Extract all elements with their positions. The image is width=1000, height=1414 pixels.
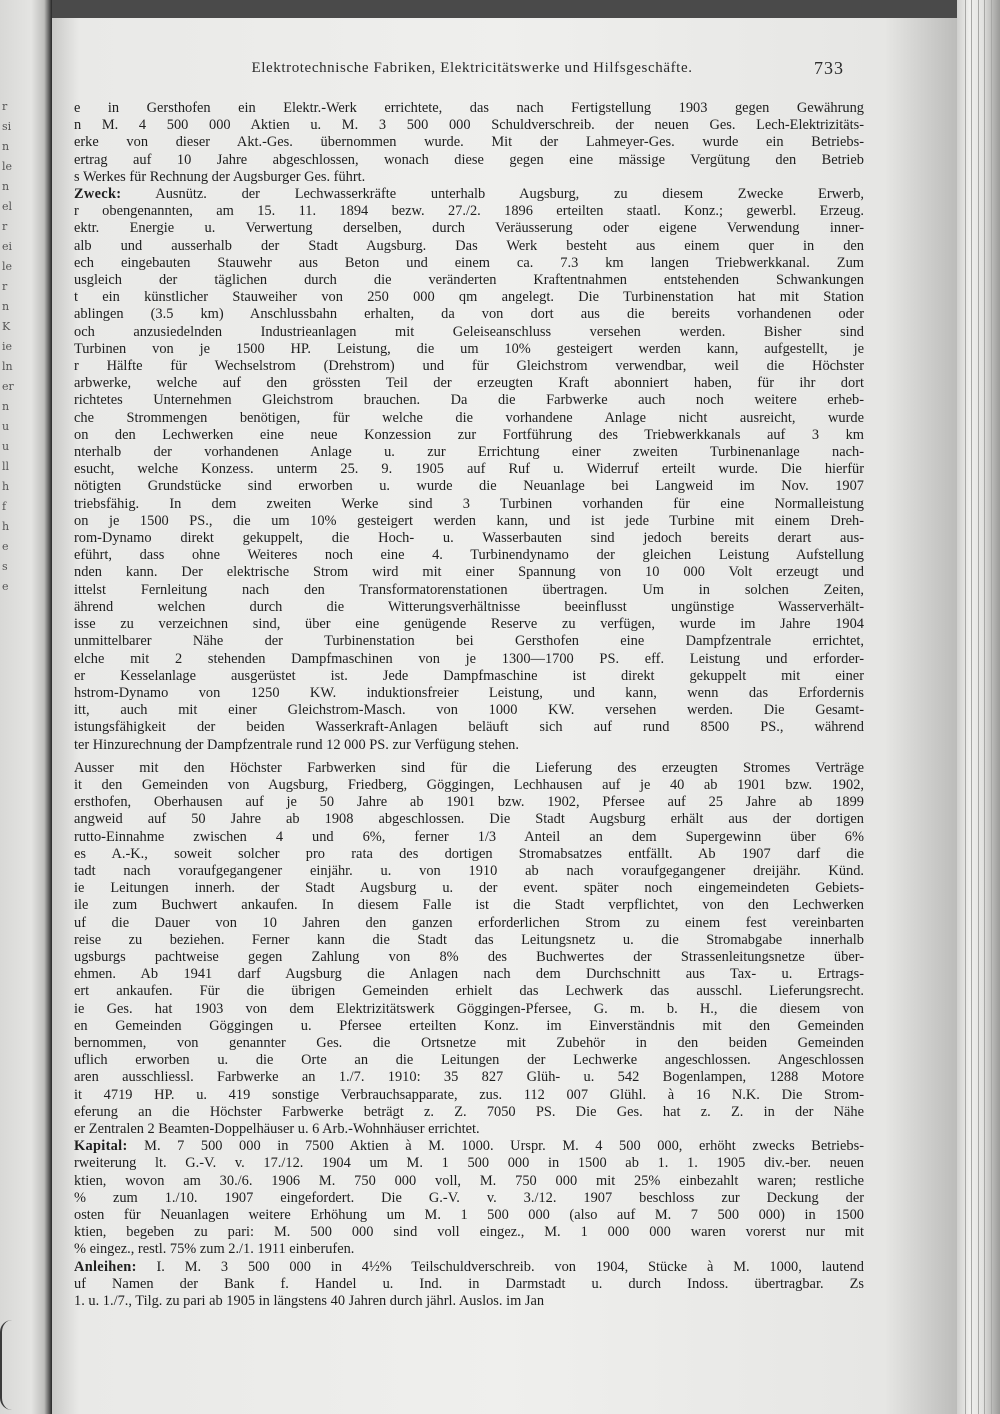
text-line xyxy=(74,760,864,777)
line-text: n M. 4 500 000 Aktien u. M. 3 500 000 Schuldverschreib. der neuen Ges. Lech-Elektrizitäts- xyxy=(74,117,864,134)
text-line xyxy=(74,1035,864,1052)
left-page-fragment: el xyxy=(2,200,13,213)
line-text: ablingen (3.5 km) Anschlussbahn erhalten, da von dort aus die bereits vorhandenen oder xyxy=(74,306,864,323)
text-line xyxy=(74,1087,864,1104)
text-line xyxy=(74,375,864,392)
line-text: s Werkes für Rechnung der Augsburger Ges. führt. xyxy=(74,168,366,185)
text-line xyxy=(74,983,864,1000)
body-text xyxy=(74,100,864,1310)
text-line xyxy=(74,564,864,581)
text-line xyxy=(74,685,864,702)
line-text: I. M. 3 500 000 in 4½% Teilschuldverschreib. von 1904, Stücke à M. 1000, lautend xyxy=(136,1258,864,1275)
text-line xyxy=(74,966,864,983)
left-page-fragment: ln xyxy=(2,360,13,373)
text-line xyxy=(74,811,864,828)
text-line xyxy=(74,117,864,134)
left-page-fragment: h xyxy=(2,480,10,493)
line-text: usgleich der täglichen durch die veränderten Kraftentnahmen entstehenden Schwankungen xyxy=(74,272,864,289)
text-line xyxy=(74,238,864,255)
text-line xyxy=(74,616,864,633)
line-text: ter Hinzurechnung der Dampfzentrale rund 12 000 PS. zur Verfügung stehen. xyxy=(74,736,519,753)
text-line xyxy=(74,530,864,547)
text-line xyxy=(74,410,864,427)
text-line xyxy=(74,461,864,478)
line-text: ugsburgs pachtweise gegen Zahlung von 8% des Buchwertes der Strassenleitungsnetze über- xyxy=(74,948,864,965)
line-text: unmittelbarer Nähe der Turbinenstation bei Gersthofen eine Dampfzentrale errichtet, xyxy=(74,633,864,650)
line-text: esucht, welche Konzess. unterm 25. 9. 1905 auf Ruf u. Widerruf erteilt wurde. Die hierfür xyxy=(74,461,864,478)
line-text: ittelst Fernleitung nach den Transformatorenstationen übertragen. Um in solchen Zeiten, xyxy=(74,581,864,598)
text-line xyxy=(74,880,864,897)
page-number: 733 xyxy=(814,58,844,78)
line-text: hstrom-Dynamo von 1250 KW. induktionsfreier Leistung, und kann, wenn das Erfordernis xyxy=(74,684,864,701)
left-page-fragment: K xyxy=(2,320,11,333)
text-line xyxy=(74,949,864,966)
text-line xyxy=(74,582,864,599)
line-text: itt, auch mit einer Gleichstrom-Masch. von 1000 KW. versehen werden. Die Gesamt- xyxy=(74,702,864,719)
line-text: % eingez., restl. 75% zum 2./1. 1911 einberufen. xyxy=(74,1241,355,1258)
text-line xyxy=(74,203,864,220)
text-line xyxy=(74,513,864,530)
line-text: aren ausschliessl. Farbwerke an 1./7. 1910: 35 827 Glüh- u. 542 Bogenlampen, 1288 Motore xyxy=(74,1069,864,1086)
line-text: che Strommengen benötigen, für welche die vorhandene Anlage nicht ausreicht, wurde xyxy=(74,409,864,426)
line-text: it den Gemeinden von Augsburg, Friedberg, Göggingen, Lechhausen auf je 40 ab 1901 bzw. 1902, xyxy=(74,776,864,793)
line-text: ktien, begeben zu pari: M. 500 000 sind voll eingez., M. 1 000 000 waren vorerst nur mit xyxy=(74,1224,864,1241)
left-page-fragment: r xyxy=(2,100,8,113)
text-line xyxy=(74,794,864,811)
line-text: ktien, wovon am 30./6. 1906 M. 750 000 voll, M. 750 000 mit 25% einbezahlt waren; restliche xyxy=(74,1172,864,1189)
line-text: er Zentralen 2 Beamten-Doppelhäuser u. 6 Arb.-Wohnhäuser errichtet. xyxy=(74,1120,480,1137)
text-line xyxy=(74,1104,864,1121)
text-line xyxy=(74,1001,864,1018)
text-line xyxy=(74,915,864,932)
line-text: r obengenannten, am 15. 11. 1894 bezw. 27./2. 1896 erteilten staatl. Konz.; gewerbl. Erzeug. xyxy=(74,203,864,220)
left-page-fragment: n xyxy=(2,300,10,313)
line-text: isse zu verzeichnen sind, über eine genügende Reserve zu verfügen, wurde im Jahre 1904 xyxy=(74,616,864,633)
running-header: Elektrotechnische Fabriken, Elektricitätswerke und Hilfsgeschäfte. xyxy=(251,60,693,76)
line-text: rweiterung lt. G.-V. v. 17./12. 1904 um M. 1 500 000 in 1500 ab 1. 1. 1905 div.-ber. neuen xyxy=(74,1155,864,1172)
line-text: istungsfähigkeit der beiden Wasserkraft-Anlagen beläuft sich auf rund 8500 PS., während xyxy=(74,719,864,736)
left-page-fragment: n xyxy=(2,180,10,193)
left-page-fragment: n xyxy=(2,400,10,413)
line-text: e in Gersthofen ein Elektr.-Werk errichtete, das nach Fertigstellung 1903 gegen Gewährung xyxy=(74,100,864,116)
text-line xyxy=(74,829,864,846)
text-line xyxy=(74,932,864,949)
line-text: % zum 1./10. 1907 eingefordert. Die G.-V. v. 3./12. 1907 beschloss zur Deckung der xyxy=(74,1189,864,1206)
text-line xyxy=(74,1018,864,1035)
line-text: er Kesselanlage ausgerüstet ist. Jede Dampfmaschine ist direkt gekuppelt mit einer xyxy=(74,667,864,684)
line-text: nötigten Grundstücke sind erworben u. wurde die Neuanlage bei Langweid im Nov. 1907 xyxy=(74,478,864,495)
line-text: ie Leitungen innerh. der Stadt Augsburg u. der event. später noch eingemeindeten Gebiets- xyxy=(74,880,864,897)
left-page-fragment: ei xyxy=(2,240,13,253)
line-text: ährend welchen durch die Witterungsverhältnisse beeinflusst ungünstige Wasserverhält- xyxy=(74,598,864,615)
text-line xyxy=(74,702,864,719)
previous-page-edge xyxy=(0,0,52,1414)
line-text: uf die Dauer von 10 Jahren den ganzen erforderlichen Strom zu einem fest vereinbarten xyxy=(74,914,864,931)
line-text: it 4719 HP. u. 419 sonstige Verbrauchsapparate, zus. 112 007 Glühl. à 16 N.K. Die Strom- xyxy=(74,1086,864,1103)
text-line xyxy=(74,1121,864,1138)
left-page-fragment: r xyxy=(2,280,8,293)
text-line xyxy=(74,444,864,461)
text-line xyxy=(74,777,864,794)
line-text: ersthofen, Oberhausen auf je 50 Jahre ab 1901 bzw. 1902, Pfersee auf 25 Jahre ab 1899 xyxy=(74,794,864,811)
line-text: bernommen, von genannter Ges. die Ortsnetze mit Zubehör in den beiden Gemeinden xyxy=(74,1034,864,1051)
text-line xyxy=(74,134,864,151)
left-page-fragment: le xyxy=(2,160,13,173)
text-line xyxy=(74,100,864,117)
text-line xyxy=(74,220,864,237)
line-text: t ein künstlicher Stauweiher von 250 000 qm angelegt. Die Turbinenstation hat mit Station xyxy=(74,289,864,306)
text-line xyxy=(74,324,864,341)
left-page-fragment: er xyxy=(2,380,14,393)
line-text: osten für Neuanlagen weitere Erhöhung um M. 1 500 000 (also auf M. 7 500 000) in 1500 xyxy=(74,1207,864,1223)
line-text: on je 1500 PS., die um 10% gesteigert werden kann, und ist jede Turbine mit einem Dreh- xyxy=(74,512,864,529)
line-text: ert ankaufen. Für die übrigen Gemeinden erhielt das Lechwerk das ausschl. Lieferungsrecht. xyxy=(74,983,864,1000)
text-line xyxy=(74,478,864,495)
text-line xyxy=(74,427,864,444)
text-line xyxy=(74,737,864,754)
left-page-fragment: e xyxy=(2,580,9,593)
text-line xyxy=(74,1052,864,1069)
text-line xyxy=(74,1138,864,1155)
left-page-fragment: si xyxy=(2,120,12,133)
left-page-fragment: ll xyxy=(2,460,10,473)
text-line xyxy=(74,341,864,358)
line-text: arbwerke, welche auf den grössten Teil der erzeugten Kraft abonniert haben, für ihr dort xyxy=(74,375,864,392)
left-page-fragment: le xyxy=(2,260,13,273)
line-text: nden kann. Der elektrische Strom wird mit einer Spannung von 10 000 Volt erzeugt und xyxy=(74,564,864,581)
line-text: ertrag auf 10 Jahre abgeschlossen, wonach diese gegen eine mässige Vergütung den Betrieb xyxy=(74,151,864,168)
text-line xyxy=(74,1190,864,1207)
text-line xyxy=(74,633,864,650)
line-text: ektr. Energie u. Verwertung derselben, durch Veräusserung oder eigene Verwendung inner- xyxy=(74,220,864,237)
text-line xyxy=(74,1259,864,1276)
text-line xyxy=(74,272,864,289)
text-line xyxy=(74,897,864,914)
text-line xyxy=(74,169,864,186)
left-page-fragment: s xyxy=(2,560,8,573)
line-text: ech eingebauten Stauwehr aus Beton und einem ca. 7.3 km langen Triebwerkkanal. Zum xyxy=(74,254,864,271)
left-page-fragment: e xyxy=(2,540,9,553)
line-text: es A.-K., soweit solcher pro rata des dortigen Stromabsatzes entfällt. Ab 1907 darf die xyxy=(74,845,864,862)
line-text: tadt nach voraufgegangener einjähr. u. von 1910 ab nach voraufgegangener dreijähr. Künd. xyxy=(74,862,864,879)
text-line xyxy=(74,846,864,863)
line-text: erke von dieser Akt.-Ges. übernommen wurde. Mit der Lahmeyer-Ges. wurde ein Betriebs- xyxy=(74,134,864,151)
text-line xyxy=(74,1207,864,1224)
text-line xyxy=(74,668,864,685)
text-line xyxy=(74,358,864,375)
text-line xyxy=(74,1276,864,1293)
text-line xyxy=(74,863,864,880)
line-text: richtetes Unternehmen Gleichstrom brauchen. Da die Farbwerke auch noch weitere erheb- xyxy=(74,392,864,409)
text-line xyxy=(74,255,864,272)
left-page-fragment: ie xyxy=(2,340,13,353)
line-text: ile zum Buchwert ankaufen. In diesem Falle ist die Stadt verpflichtet, von den Lechwerken xyxy=(74,897,864,914)
text-line xyxy=(74,496,864,513)
text-line xyxy=(74,719,864,736)
section-lead: Anleihen: xyxy=(74,1258,137,1275)
text-line xyxy=(74,289,864,306)
left-page-fragment: u xyxy=(2,440,10,453)
text-line xyxy=(74,651,864,668)
text-line xyxy=(74,1224,864,1241)
text-line xyxy=(74,1069,864,1086)
book-fore-edge xyxy=(957,0,1000,1414)
text-line xyxy=(74,1293,864,1310)
section-lead: Kapital: xyxy=(74,1138,128,1155)
text-line xyxy=(74,152,864,169)
text-line xyxy=(74,547,864,564)
line-text: Ausnütz. der Lechwasserkräfte unterhalb Augsburg, zu diesem Zwecke Erwerb, xyxy=(121,186,864,203)
line-text: r Hälfte für Wechselstrom (Drehstrom) und für Gleichstrom verwendbar, weil die Höchster xyxy=(74,358,864,375)
text-line xyxy=(74,1241,864,1258)
line-text: nterhalb der vorhandenen Anlage u. zur Errichtung einer zweiten Turbinenanlage nach- xyxy=(74,444,864,461)
line-text: M. 7 500 000 in 7500 Aktien à M. 1000. Urspr. M. 4 500 000, erhöht zwecks Betriebs- xyxy=(127,1138,864,1155)
line-text: uflich erworben u. die Orte an die Leitungen der Lechwerke angeschlossen. Angeschlossen xyxy=(74,1052,864,1069)
text-line xyxy=(74,392,864,409)
left-page-fragment: r xyxy=(2,220,8,233)
line-text: en Gemeinden Göggingen u. Pfersee erteilten Konz. im Einverständnis mit den Gemeinden xyxy=(74,1017,864,1034)
line-text: reise zu beziehen. Ferner kann die Stadt das Leitungsnetz u. die Stromabgabe innerhalb xyxy=(74,931,864,948)
text-line xyxy=(74,1173,864,1190)
line-text: och anzusiedelnden Industrieanlagen mit Geleiseanschluss versehen werden. Bisher sind xyxy=(74,323,864,340)
left-page-fragment: n xyxy=(2,140,10,153)
line-text: on den Lechwerken eine neue Konzession zur Fortführung des Triebwerkkanals auf 3 km xyxy=(74,426,864,443)
text-line xyxy=(74,599,864,616)
document-page xyxy=(52,18,957,1414)
line-text: Ausser mit den Höchster Farbwerken sind für die Lieferung des erzeugten Stromes Verträge xyxy=(74,759,864,776)
left-page-fragment: h xyxy=(2,520,10,533)
line-text: elche mit 2 stehenden Dampfmaschinen von je 1300—1700 PS. eff. Leistung und erforder- xyxy=(74,650,864,667)
line-text: Turbinen von je 1500 HP. Leistung, die um 10% gesteigert werden kann, aufgestellt, je xyxy=(74,340,864,357)
page-fold-mark xyxy=(0,1320,20,1410)
left-page-fragment: u xyxy=(2,420,10,433)
text-line xyxy=(74,186,864,203)
text-line xyxy=(74,306,864,323)
line-text: eführt, dass ohne Weiteres noch eine 4. Turbinendynamo der gleichen Leistung Aufstellung xyxy=(74,547,864,564)
line-text: rutto-Einnahme zwischen 4 und 6%, ferner 1/3 Anteil an dem Supergewinn über 6% xyxy=(74,828,864,845)
line-text: eferung an die Höchster Farbwerke beträgt z. Z. 7050 PS. Die Ges. hat z. Z. in der Nähe xyxy=(74,1103,864,1120)
left-page-fragment: f xyxy=(2,500,7,513)
line-text: angweid auf 50 Jahre ab 1908 abgeschlossen. Die Stadt Augsburg erhält aus der dortigen xyxy=(74,811,864,828)
line-text: triebsfähig. In dem zweiten Werke sind 3 Turbinen vorhanden für eine Normalleistung xyxy=(74,495,864,512)
line-text: ehmen. Ab 1941 darf Augsburg die Anlagen nach dem Durchschnitt aus Tax- u. Ertrags- xyxy=(74,966,864,983)
line-text: 1. u. 1./7., Tilg. zu pari ab 1905 in längstens 40 Jahren durch jährl. Auslos. im Jan xyxy=(74,1293,545,1310)
line-text: ie Ges. hat 1903 von dem Elektrizitätswerk Göggingen-Pfersee, G. m. b. H., die diesem von xyxy=(74,1000,864,1017)
line-text: uf Namen der Bank f. Handel u. Ind. in Darmstadt u. durch Indoss. übertragbar. Zs xyxy=(74,1275,864,1292)
text-line xyxy=(74,1155,864,1172)
line-text: alb und ausserhalb der Stadt Augsburg. Das Werk besteht aus einem quer in den xyxy=(74,237,864,254)
line-text: rom-Dynamo direkt gekuppelt, die Hoch- u. Wasserbauten sind jedoch bereits derart aus- xyxy=(74,530,864,547)
section-lead: Zweck: xyxy=(74,186,122,203)
